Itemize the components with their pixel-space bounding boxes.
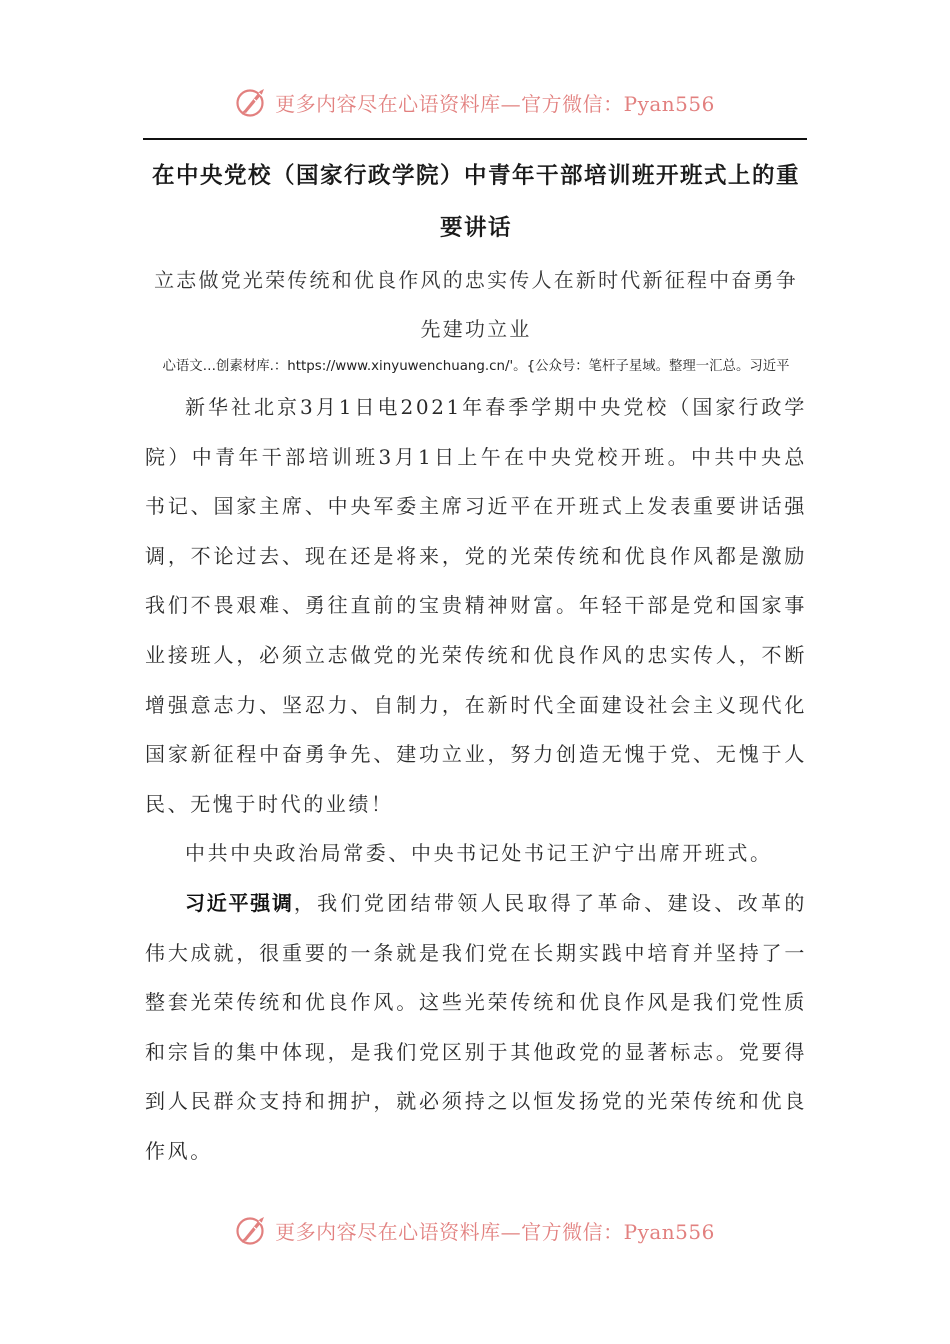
footer-banner-content [235, 1213, 715, 1247]
footer-banner [0, 1208, 950, 1252]
header-banner [0, 80, 950, 124]
header-banner-content [235, 85, 715, 119]
document-title: 在中央党校（国家行政学院）中青年干部培训班开班式上的重要讲话 [151, 163, 800, 241]
quill-pen-logo-icon [235, 85, 269, 119]
document-body [145, 150, 807, 1177]
header-banner-main: 更多内容尽在心语资料库 [275, 91, 501, 116]
header-divider [143, 138, 807, 140]
quill-pen-logo-icon [235, 1213, 269, 1247]
paragraph-3-lead: 习近平强调 [185, 890, 294, 915]
paragraph-3 [145, 879, 807, 1177]
paragraph-2: 中共中央政治局常委、中央书记处书记王沪宁出席开班式。 [185, 841, 773, 866]
header-banner-text [275, 88, 715, 117]
footer-banner-contact: 官方微信：Pyan556 [521, 1219, 715, 1244]
paragraph-1: 新华社北京3月1日电2021年春季学期中央党校（国家行政学院）中青年干部培训班3月1日上午在中央党校开班。中共中央总书记、国家主席、中央军委主席习近平在开班式上发表重要讲话强调，不论过去、现在还是将来，党的光荣传统和优良作风都是激励我们不畏艰难、勇往直前的宝贵精神财富。年轻干部是党和国家事业接班人，必须立志做党的光荣传统和优良作风的忠实传人，不断增强意志力、坚忍力、自制力，在新时代全面建设社会主义现代化国家新征程中奋勇争先、建功立业，努力创造无愧于党、无愧于人民、无愧于时代的业绩！ [145, 395, 807, 816]
footer-banner-main: 更多内容尽在心语资料库 [275, 1219, 501, 1244]
document-subtitle: 立志做党光荣传统和优良作风的忠实传人在新时代新征程中奋勇争先建功立业 [154, 268, 798, 341]
footer-banner-dash: — [500, 1219, 522, 1244]
header-banner-contact: 官方微信：Pyan556 [521, 91, 715, 116]
paragraph-3-body: ，我们党团结带领人民取得了革命、建设、改革的伟大成就，很重要的一条就是我们党在长期实践中培育并坚持了一整套光荣传统和优良作风。这些光荣传统和优良作风是我们党性质和宗旨的集中体现，是我们党区别于其他政党的显著标志。党要得到人民群众支持和拥护，就必须持之以恒发扬党的光荣传统和优良作风。 [145, 890, 808, 1163]
header-banner-dash: — [500, 91, 522, 116]
footer-banner-text [275, 1216, 715, 1245]
source-line: 心语文…创素材库.：https://www.xinyuwenchuang.cn/'。{公众号：笔杆子星域。整理一汇总。习近平 [162, 359, 790, 374]
